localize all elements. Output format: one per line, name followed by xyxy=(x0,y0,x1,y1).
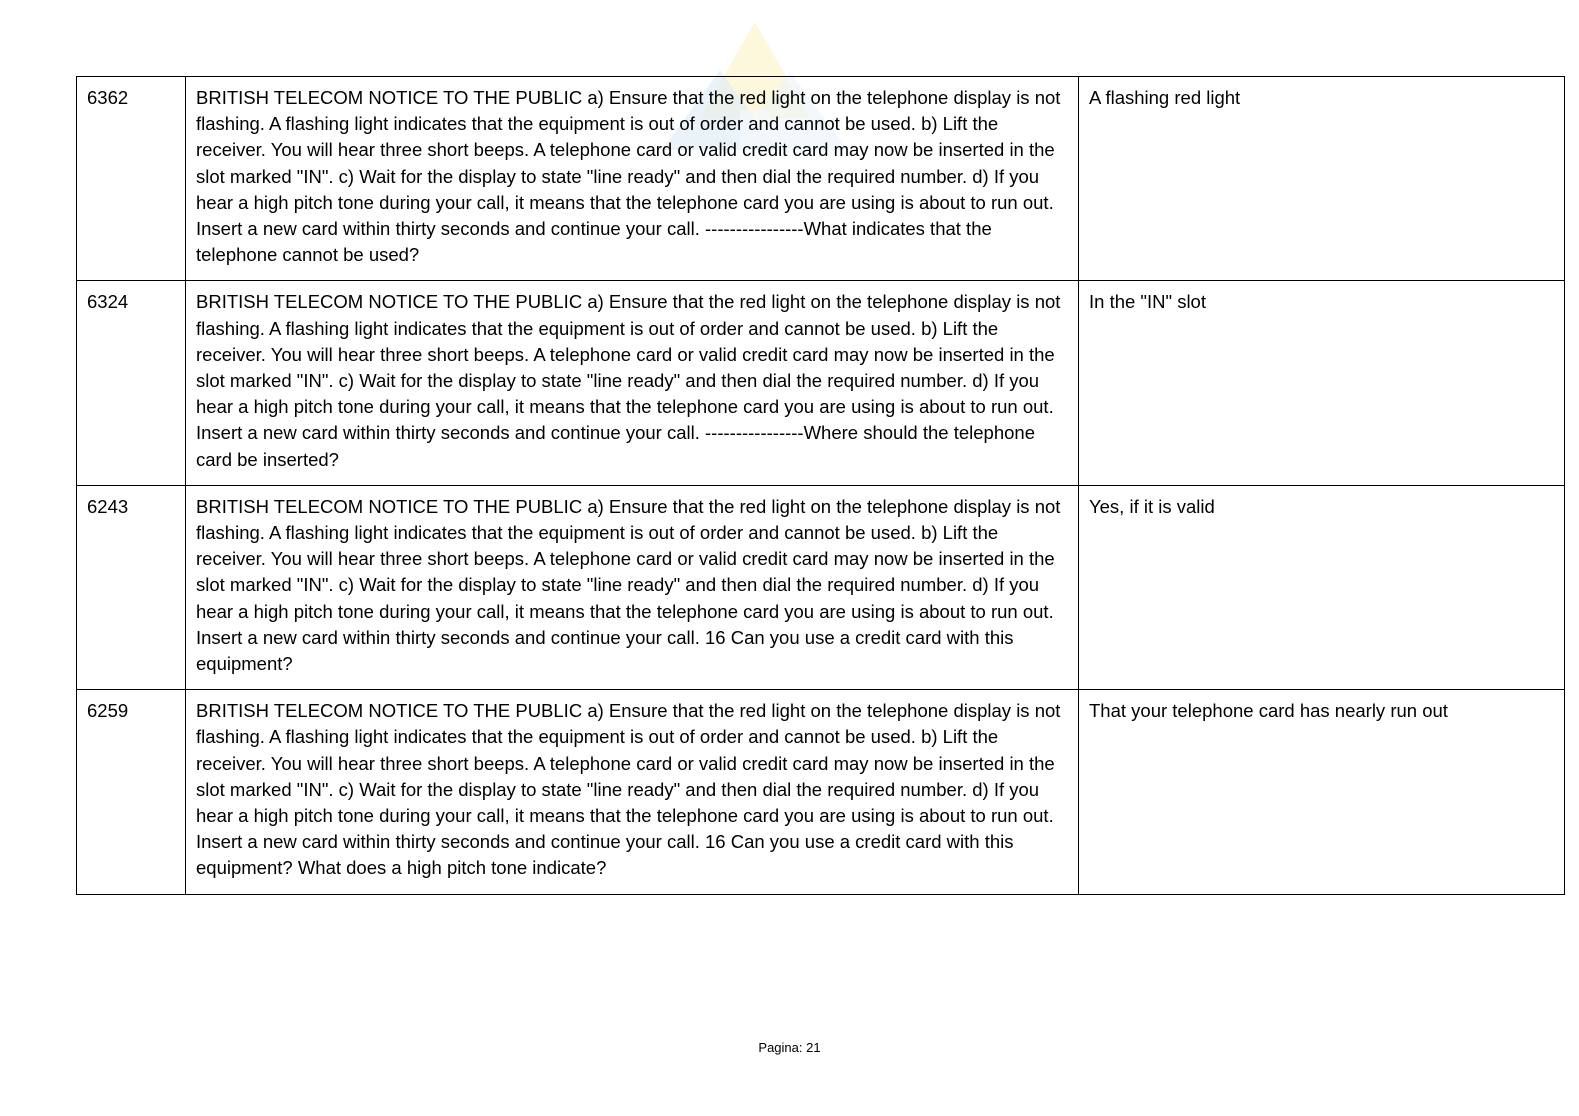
row-id: 6259 xyxy=(77,690,186,894)
row-answer: In the "IN" slot xyxy=(1079,281,1565,485)
row-passage: BRITISH TELECOM NOTICE TO THE PUBLIC a) Ensure that the red light on the telephone display is not flashing. A flashing light indicates that the equipment is out of order and cannot be used. b) Lift the receiver. You will hear three short beeps. A telephone card or valid credit card may now be inserted in the slot marked "IN". c) Wait for the display to state "line ready" and then dial the required number. d) If you hear a high pitch tone during your call, it means that the telephone card you are using is about to run out. Insert a new card within thirty seconds and continue your call. ----------------What indicates that the telephone cannot be used? xyxy=(186,77,1079,281)
table-row xyxy=(77,690,1565,894)
row-answer: That your telephone card has nearly run out xyxy=(1079,690,1565,894)
table-row xyxy=(77,77,1565,281)
row-answer: A flashing red light xyxy=(1079,77,1565,281)
row-id: 6362 xyxy=(77,77,186,281)
row-answer: Yes, if it is valid xyxy=(1079,485,1565,689)
table-row xyxy=(77,485,1565,689)
row-id: 6324 xyxy=(77,281,186,485)
row-passage: BRITISH TELECOM NOTICE TO THE PUBLIC a) Ensure that the red light on the telephone display is not flashing. A flashing light indicates that the equipment is out of order and cannot be used. b) Lift the receiver. You will hear three short beeps. A telephone card or valid credit card may now be inserted in the slot marked "IN". c) Wait for the display to state "line ready" and then dial the required number. d) If you hear a high pitch tone during your call, it means that the telephone card you are using is about to run out. Insert a new card within thirty seconds and continue your call. ----------------Where should the telephone card be inserted? xyxy=(186,281,1079,485)
row-id: 6243 xyxy=(77,485,186,689)
table-row xyxy=(77,281,1565,485)
page-footer: Pagina: 21 xyxy=(758,1040,821,1055)
row-passage: BRITISH TELECOM NOTICE TO THE PUBLIC a) Ensure that the red light on the telephone display is not flashing. A flashing light indicates that the equipment is out of order and cannot be used. b) Lift the receiver. You will hear three short beeps. A telephone card or valid credit card may now be inserted in the slot marked "IN". c) Wait for the display to state "line ready" and then dial the required number. d) If you hear a high pitch tone during your call, it means that the telephone card you are using is about to run out. Insert a new card within thirty seconds and continue your call. 16 Can you use a credit card with this equipment? What does a high pitch tone indicate? xyxy=(186,690,1079,894)
qa-table xyxy=(76,76,1565,895)
row-passage: BRITISH TELECOM NOTICE TO THE PUBLIC a) Ensure that the red light on the telephone display is not flashing. A flashing light indicates that the equipment is out of order and cannot be used. b) Lift the receiver. You will hear three short beeps. A telephone card or valid credit card may now be inserted in the slot marked "IN". c) Wait for the display to state "line ready" and then dial the required number. d) If you hear a high pitch tone during your call, it means that the telephone card you are using is about to run out. Insert a new card within thirty seconds and continue your call. 16 Can you use a credit card with this equipment? xyxy=(186,485,1079,689)
